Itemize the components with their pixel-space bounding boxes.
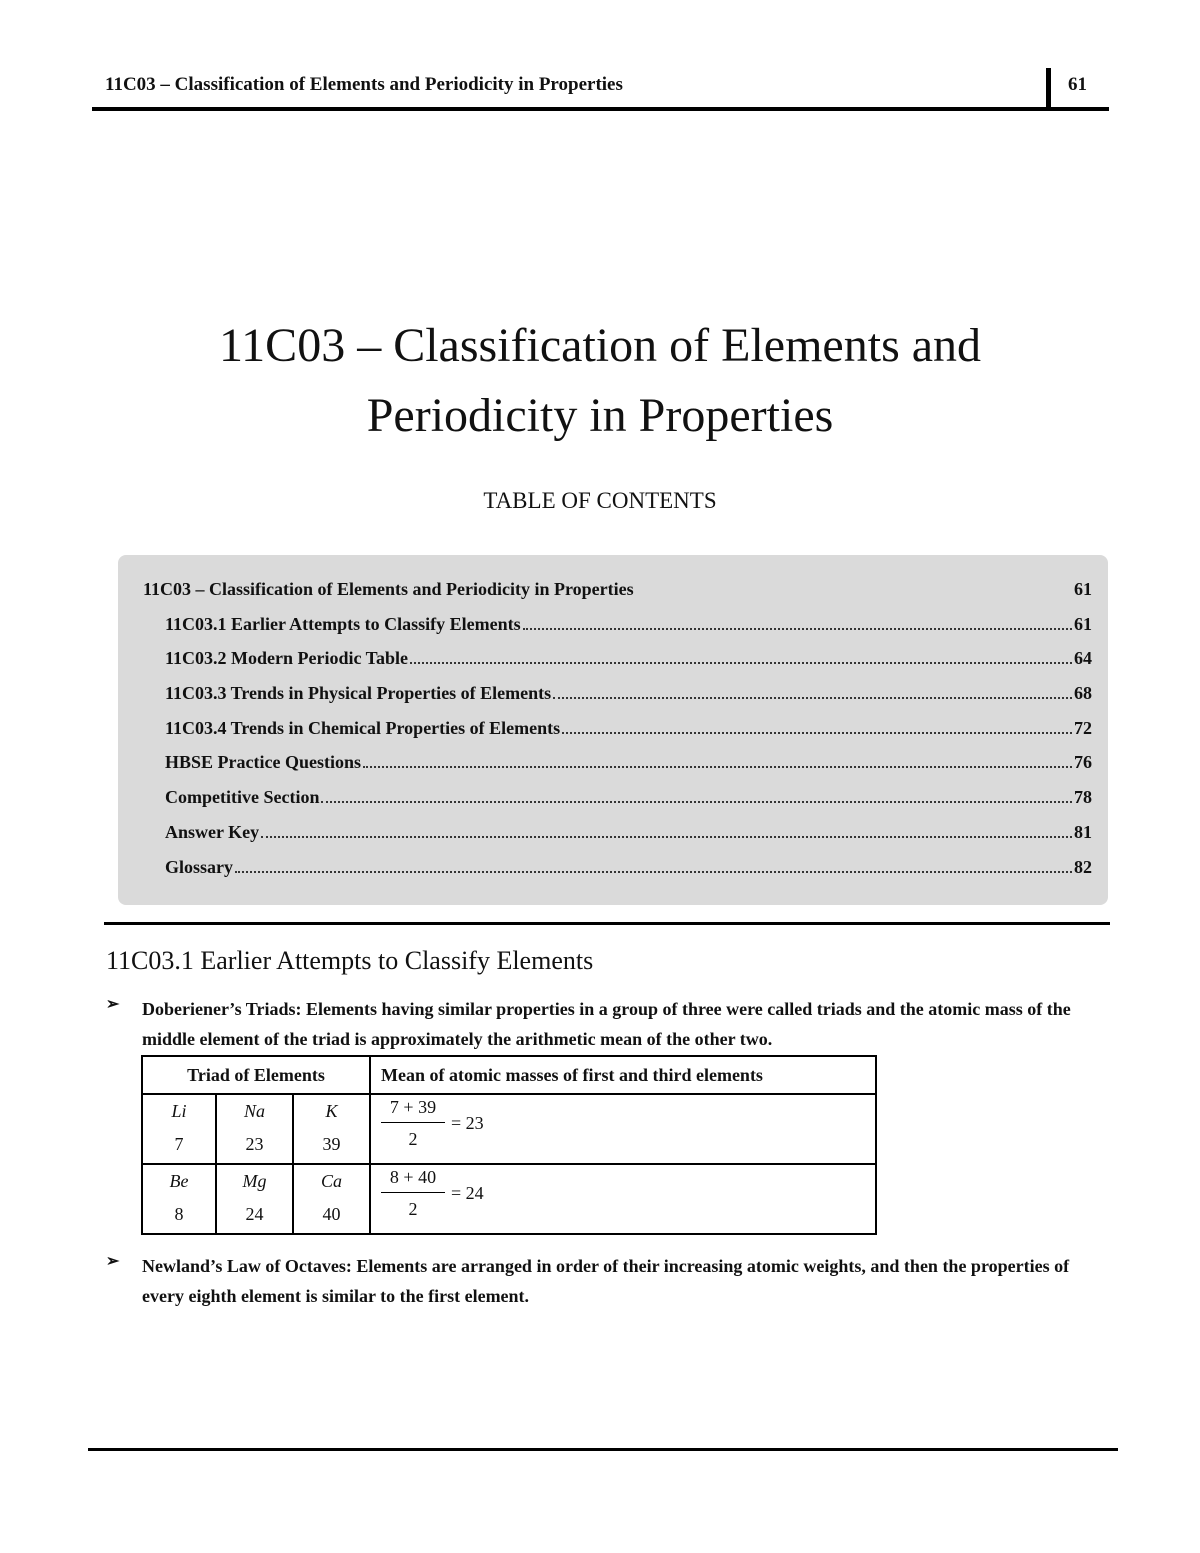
- toc-leader-dots: [363, 765, 1072, 768]
- table-header-row: [142, 1056, 876, 1094]
- arrow-bullet-icon: ➢: [106, 1253, 120, 1270]
- page-number: 61: [1068, 74, 1087, 95]
- toc-entry-page: 68: [1074, 683, 1092, 703]
- section-divider: [104, 922, 1110, 925]
- element-mass: 7: [174, 1134, 184, 1154]
- toc-entry-label: HBSE Practice Questions: [165, 752, 361, 772]
- toc-leader-dots: [235, 870, 1072, 873]
- table-of-contents: [118, 555, 1108, 905]
- element-cell: [142, 1094, 216, 1164]
- fraction-numerator: 7 + 39: [381, 1097, 445, 1123]
- element-cell: [293, 1094, 370, 1164]
- mean-fraction: [381, 1097, 484, 1150]
- toc-entry-label: 11C03.3 Trends in Physical Properties of Elements: [165, 683, 552, 703]
- toc-entry-page: 61: [1074, 579, 1092, 599]
- toc-entry-glossary[interactable]: [165, 857, 1092, 878]
- toc-heading: TABLE OF CONTENTS: [483, 488, 717, 513]
- element-cell: [216, 1164, 293, 1234]
- element-symbol: Na: [243, 1101, 265, 1121]
- element-cell: [216, 1094, 293, 1164]
- element-symbol: Li: [171, 1101, 187, 1121]
- fraction-result: = 24: [451, 1183, 484, 1203]
- toc-leader-dots: [261, 835, 1072, 838]
- toc-entry-section-1[interactable]: [165, 614, 1092, 635]
- triads-table: [141, 1055, 877, 1235]
- fraction-result: = 23: [451, 1113, 484, 1133]
- toc-entry-label: Competitive Section: [165, 787, 320, 807]
- toc-entry-label: 11C03.2 Modern Periodic Table: [165, 648, 408, 668]
- toc-leader-dots: [321, 800, 1072, 803]
- toc-entry-page: 81: [1074, 822, 1092, 842]
- toc-entry-page: 72: [1074, 718, 1092, 738]
- toc-leader-dots: [523, 627, 1072, 630]
- element-cell: [293, 1164, 370, 1234]
- element-mass: 39: [322, 1134, 341, 1154]
- mean-cell: [370, 1094, 876, 1164]
- fraction-denominator: 2: [408, 1199, 418, 1219]
- bullet-text: Doberiener’s Triads: Elements having similar properties in a group of three were called triads and the atomic mass of the middle element of the triad is approximately the arithmetic mean of the other two.: [142, 999, 1071, 1049]
- toc-entry-page: 64: [1074, 648, 1092, 668]
- element-symbol: Mg: [242, 1171, 267, 1191]
- running-header-title: 11C03 – Classification of Elements and Periodicity in Properties: [105, 74, 623, 95]
- element-mass: 8: [174, 1204, 184, 1224]
- arrow-bullet-icon: ➢: [106, 996, 120, 1013]
- table-row: [142, 1164, 876, 1234]
- toc-leader-dots: [562, 731, 1072, 734]
- toc-entry-page: 82: [1074, 857, 1092, 877]
- chapter-title-line-2: Periodicity in Properties: [366, 389, 834, 442]
- chapter-title-line-1: 11C03 – Classification of Elements and: [218, 319, 982, 372]
- fraction-numerator: 8 + 40: [381, 1167, 445, 1193]
- toc-entry-label: 11C03.4 Trends in Chemical Properties of Elements: [165, 718, 561, 738]
- footer-rule: [88, 1448, 1118, 1451]
- element-mass: 24: [245, 1204, 264, 1224]
- table-header-cell: Triad of Elements: [142, 1056, 370, 1094]
- toc-leader-dots: [553, 696, 1072, 699]
- toc-entry-section-2[interactable]: [165, 648, 1092, 669]
- fraction-denominator: 2: [408, 1129, 418, 1149]
- element-symbol: Be: [169, 1171, 189, 1191]
- mean-cell: [370, 1164, 876, 1234]
- element-cell: [142, 1164, 216, 1234]
- toc-entry-page: 61: [1074, 614, 1092, 634]
- toc-entry-label: 11C03.1 Earlier Attempts to Classify Elements: [165, 614, 521, 634]
- toc-entry-page: 78: [1074, 787, 1092, 807]
- header-rule: [92, 107, 1109, 111]
- toc-entry-competitive-section[interactable]: [165, 787, 1092, 808]
- toc-entry-page: 76: [1074, 752, 1092, 772]
- bullet-text: Newland’s Law of Octaves: Elements are arranged in order of their increasing atomic weights, and then the properties of every eighth element is similar to the first element.: [142, 1256, 1070, 1306]
- table-row: [142, 1094, 876, 1164]
- toc-entry-chapter[interactable]: [143, 579, 1092, 600]
- element-symbol: K: [325, 1101, 338, 1121]
- element-mass: 40: [322, 1204, 341, 1224]
- toc-leader-dots: [410, 661, 1072, 664]
- section-heading: 11C03.1 Earlier Attempts to Classify Elements: [106, 946, 594, 975]
- toc-entry-answer-key[interactable]: [165, 822, 1092, 843]
- toc-entry-section-4[interactable]: [165, 718, 1092, 739]
- mean-fraction: [381, 1167, 484, 1220]
- toc-entry-label: Glossary: [165, 857, 234, 877]
- toc-entry-label: Answer Key: [165, 822, 260, 842]
- toc-entry-label: 11C03 – Classification of Elements and Periodicity in Properties: [143, 579, 634, 599]
- element-mass: 23: [245, 1134, 264, 1154]
- element-symbol: Ca: [320, 1171, 342, 1191]
- table-header-cell: Mean of atomic masses of first and third elements: [370, 1056, 876, 1094]
- toc-entry-practice-questions[interactable]: [165, 752, 1092, 773]
- header-divider: [1046, 68, 1051, 108]
- toc-entry-section-3[interactable]: [165, 683, 1092, 704]
